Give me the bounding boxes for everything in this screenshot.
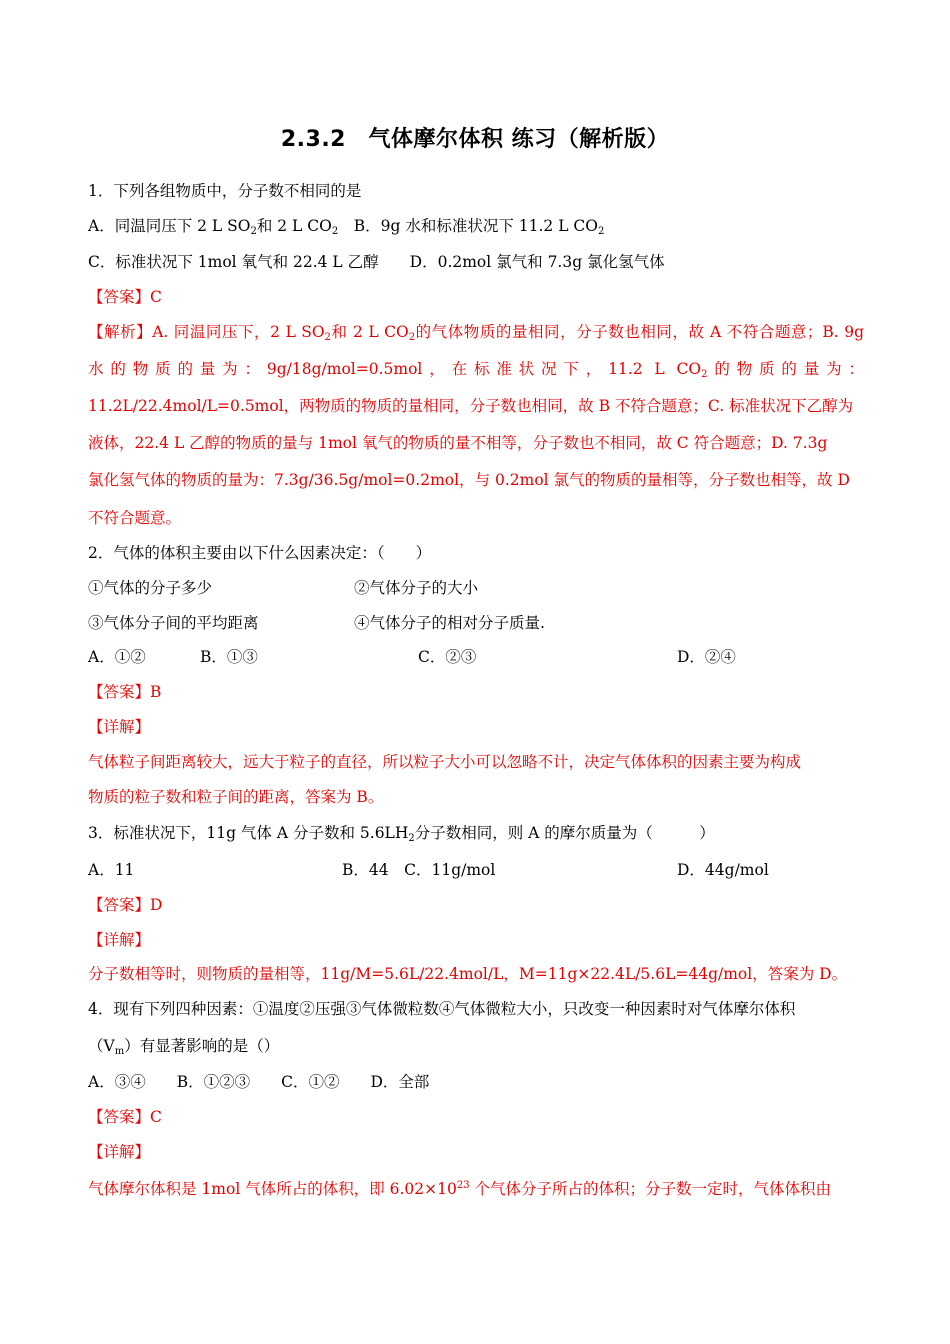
q1-explanation-line: 液体，22.4 L 乙醇的物质的量与 1mol 氧气的物质的量不相等，分子数也不相同，故 C 符合题意；D. 7.3g xyxy=(88,434,828,452)
q2-stem: 2．气体的体积主要由以下什么因素决定：（ ） xyxy=(88,544,432,562)
q2-item-1: ①气体的分子多少 xyxy=(88,579,213,597)
q2-item-4: ④气体分子的相对分子质量. xyxy=(354,614,545,632)
q4-options: A．③④ B．①②③ C．①② D．全部 xyxy=(88,1073,430,1091)
q1-explanation-line: 11.2L/22.4mol/L=0.5mol，两物质的物质的量相同，分子数也相同，故 B 不符合题意；C. 标准状况下乙醇为 xyxy=(88,397,854,415)
q2-detail-label: 【详解】 xyxy=(88,718,151,736)
q1-answer: 【答案】C xyxy=(88,288,162,306)
q2-option-c: C．②③ xyxy=(418,648,477,666)
q2-option-a: A．①② xyxy=(88,648,146,666)
q4-detail-label: 【详解】 xyxy=(88,1143,151,1161)
q1-options-cd: C．标准状况下 1mol 氧气和 22.4 L 乙醇 D．0.2mol 氯气和 7.3g 氯化氢气体 xyxy=(88,253,665,271)
q4-stem-line-1: 4．现有下列四种因素：①温度②压强③气体微粒数④气体微粒大小，只改变一种因素时对气体摩尔体积 xyxy=(88,1000,796,1018)
q1-explanation-line: 不符合题意。 xyxy=(88,509,182,527)
q4-explanation-line: 气体摩尔体积是 1mol 气体所占的体积，即 $6.02\times 10^{23}$ 个气体分子所占的体积；分子数一定时，气体体积由 xyxy=(88,1180,832,1198)
q1-sub: 2 xyxy=(331,226,339,237)
q1-sub: 2 xyxy=(598,226,605,237)
q2-explanation-line: 气体粒子间距离较大，远大于粒子的直径，所以粒子大小可以忽略不计，决定气体体积的因素主要为构成 xyxy=(88,753,802,771)
q3-option-d: D．44g/mol xyxy=(677,861,769,879)
q3-detail-label: 【详解】 xyxy=(88,931,151,949)
q3-explanation-line: 分子数相等时，则物质的量相等，11g/M=5.6L/22.4mol/L，M=11g×22.4L/5.6L=44g/mol，答案为 D。 xyxy=(88,965,848,983)
page-title: 2.3.2 气体摩尔体积 练习（解析版） xyxy=(280,127,670,152)
q2-explanation-line: 物质的粒子数和粒子间的距离，答案为 B。 xyxy=(88,788,384,806)
q1-option-a-pre: A．同温同压下 2 L SO xyxy=(88,217,251,235)
q1-stem: 1．下列各组物质中，分子数不相同的是 xyxy=(88,182,362,200)
q1-explanation-line: 【解析】A. 同温同压下，2 L $SO_2$和 2 L $CO_2$的气体物质的量相同，分子数也相同，故 A 不符合题意；B. 9g xyxy=(88,323,864,343)
q2-option-d: D．②④ xyxy=(677,648,736,666)
q1-option-b: B．9g 水和标准状况下 11.2 L CO xyxy=(338,217,598,235)
q1-explanation-line: 氯化氢气体的物质的量为：7.3g/36.5g/mol=0.2mol，与 0.2mol 氯气的物质的量相等，分子数也相等，故 D xyxy=(88,471,850,489)
q1-explanation-line: 水的物质的量为：9g/18g/mol=0.5mol，在标准状况下，11.2 L $CO_2$的物质的量为： xyxy=(88,360,864,380)
q2-item-2: ②气体分子的大小 xyxy=(354,579,479,597)
q1-option-a-mid: 和 2 L CO xyxy=(256,217,332,235)
q4-answer: 【答案】C xyxy=(88,1108,162,1126)
q2-item-3: ③气体分子间的平均距离 xyxy=(88,614,259,632)
q3-answer: 【答案】D xyxy=(88,896,163,914)
q1-sub: 2 xyxy=(250,226,257,237)
q1-options-ab xyxy=(88,215,604,243)
q3-option-a: A．11 xyxy=(88,861,135,879)
q3-option-bc: B．44 C．11g/mol xyxy=(342,861,496,879)
q2-answer: 【答案】B xyxy=(88,683,162,701)
q2-option-b: B．①③ xyxy=(200,648,258,666)
q4-stem-line-2: $(V_m)$有显著影响的是（） xyxy=(88,1037,280,1057)
q3-stem: 3．标准状况下，11g 气体 A 分子数和 $5.6LH_2$分子数相同，则 A 的摩尔质量为（ ） xyxy=(88,824,715,844)
